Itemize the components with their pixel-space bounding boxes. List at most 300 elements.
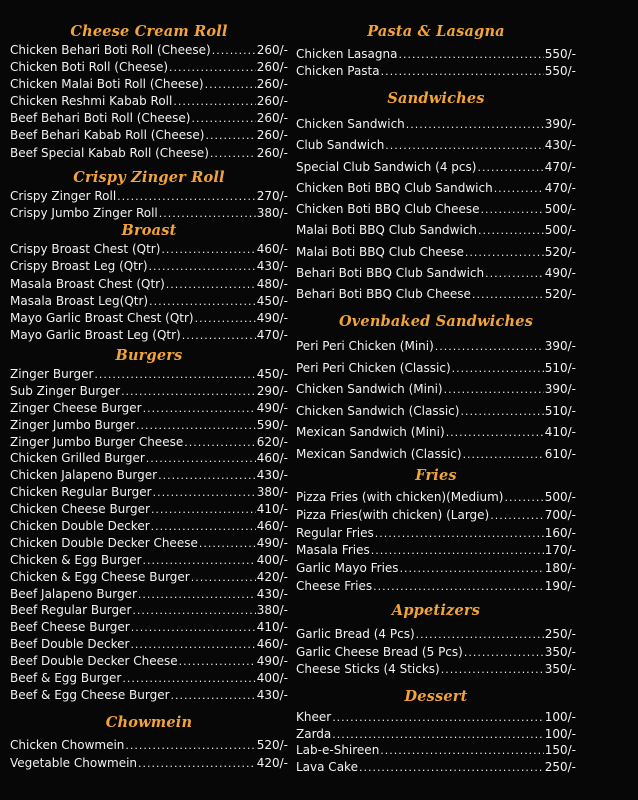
item-list (10, 42, 288, 162)
section-burgers (10, 346, 288, 704)
item-price: 260/- (256, 145, 288, 160)
item-name: Cheese Fries (296, 578, 373, 593)
dot-leader (477, 157, 543, 178)
dot-leader (441, 661, 544, 679)
dot-leader (136, 418, 256, 435)
item-name: Chicken Jalapeno Burger (10, 468, 158, 483)
section-title: Fries (415, 467, 457, 484)
menu-item (296, 422, 576, 444)
dot-leader (478, 220, 544, 241)
item-name: Zinger Jumbo Burger Cheese (10, 434, 184, 449)
item-price: 450/- (256, 293, 288, 308)
menu-item (10, 736, 288, 754)
dot-leader (158, 468, 256, 485)
dot-leader (121, 384, 256, 401)
item-price: 160/- (544, 525, 576, 540)
item-name: Malai Boti BBQ Club Sandwich (296, 223, 477, 238)
section-title: Pasta & Lasagna (367, 23, 505, 40)
item-name: Beef Double Decker Cheese (10, 654, 178, 669)
menu-item (296, 401, 576, 423)
item-price: 260/- (256, 128, 288, 143)
item-price: 260/- (256, 43, 288, 57)
item-price: 490/- (544, 266, 576, 281)
item-name: Chicken Regular Burger (10, 485, 152, 500)
menu-item (296, 157, 576, 178)
item-name: Zinger Cheese Burger (10, 400, 142, 415)
menu-item (10, 400, 288, 417)
dot-leader (151, 502, 256, 519)
item-list (10, 366, 288, 704)
dot-leader (122, 671, 255, 688)
item-list (296, 709, 576, 775)
item-name: Regular Fries (296, 525, 374, 540)
menu-item (296, 742, 576, 759)
section-crispy-zinger-roll (10, 168, 288, 221)
section-fries (296, 466, 576, 596)
item-name: Sub Zinger Burger (10, 383, 121, 398)
item-price: 350/- (544, 662, 576, 676)
item-price: 260/- (256, 77, 288, 92)
dot-leader (212, 42, 256, 59)
menu-item (296, 46, 576, 63)
item-price: 150/- (544, 743, 576, 757)
dot-leader (143, 553, 256, 570)
menu-item (296, 358, 576, 380)
item-name: Zinger Burger (10, 367, 94, 381)
dot-leader (199, 536, 256, 553)
item-name: Zarda (296, 726, 332, 741)
menu-item (296, 507, 576, 525)
menu-item (10, 59, 288, 76)
menu-item (10, 467, 288, 484)
menu-item (10, 366, 288, 383)
item-name: Behari Boti BBQ Club Sandwich (296, 266, 485, 281)
item-price: 550/- (544, 47, 576, 61)
item-name: Beef Jalapeno Burger (10, 586, 137, 601)
item-name: Mexican Sandwich (Mini) (296, 425, 445, 439)
menu-item (296, 644, 576, 662)
dot-leader (472, 284, 544, 305)
dot-leader (332, 710, 544, 727)
item-price: 270/- (256, 189, 288, 203)
item-price: 510/- (544, 403, 576, 418)
dot-leader (166, 276, 256, 293)
item-price: 380/- (256, 603, 288, 618)
menu-item (296, 284, 576, 305)
menu-item (10, 327, 288, 344)
dot-leader (444, 379, 544, 401)
item-name: Masala Fries (296, 543, 370, 558)
item-name: Chicken Grilled Burger (10, 451, 145, 466)
item-price: 410/- (544, 425, 576, 439)
item-price: 620/- (256, 434, 288, 449)
menu-item (10, 42, 288, 59)
item-name: Chicken & Egg Cheese Burger (10, 569, 190, 584)
menu-item (10, 127, 288, 144)
section-sandwiches (296, 89, 576, 306)
item-price: 410/- (256, 620, 288, 635)
item-name: Chicken Sandwich (296, 117, 405, 131)
dot-leader (132, 603, 255, 620)
dot-leader (481, 199, 544, 220)
item-price: 260/- (256, 94, 288, 109)
menu-item (10, 535, 288, 552)
section-title: Chowmein (105, 714, 193, 731)
section-pasta-lasagna (296, 22, 576, 80)
menu-item (10, 417, 288, 434)
menu-item (10, 687, 288, 704)
dot-leader (149, 293, 256, 310)
item-price: 430/- (256, 586, 288, 601)
section-title: Appetizers (391, 602, 481, 619)
item-price: 390/- (544, 339, 576, 353)
item-name: Chicken & Egg Burger (10, 552, 142, 567)
dot-leader (184, 435, 256, 452)
item-name: Kheer (296, 710, 332, 724)
item-price: 290/- (256, 383, 288, 398)
dot-leader (375, 525, 544, 543)
dot-leader (494, 178, 544, 199)
dot-leader (446, 422, 544, 444)
dot-leader (182, 327, 256, 344)
item-name: Chicken Sandwich (Classic) (296, 403, 460, 418)
item-price: 490/- (256, 654, 288, 669)
item-name: Chicken Sandwich (Mini) (296, 382, 443, 396)
item-name: Beef Behari Boti Roll (Cheese) (10, 111, 191, 126)
item-price: 610/- (544, 446, 576, 461)
item-price: 490/- (256, 400, 288, 415)
dot-leader (464, 644, 544, 662)
item-price: 520/- (544, 244, 576, 259)
item-name: Chicken Boti BBQ Club Cheese (296, 202, 480, 217)
item-price: 480/- (256, 276, 288, 291)
dot-leader (460, 401, 543, 423)
item-name: Masala Broast Chest (Qtr) (10, 276, 165, 291)
item-name: Chicken Cheese Burger (10, 502, 150, 517)
dot-leader (210, 145, 256, 162)
item-price: 500/- (544, 223, 576, 238)
dot-leader (400, 560, 544, 578)
item-price: 350/- (544, 644, 576, 659)
section-title: Cheese Cream Roll (70, 23, 228, 40)
menu-item (10, 258, 288, 275)
item-name: Mexican Sandwich (Classic) (296, 446, 462, 461)
menu-item (10, 552, 288, 569)
menu-item (296, 444, 576, 466)
menu-item (10, 145, 288, 162)
section-cheese-cream-roll (10, 22, 288, 162)
item-price: 100/- (544, 726, 576, 741)
item-price: 430/- (256, 687, 288, 702)
dot-leader (192, 110, 256, 127)
item-price: 460/- (256, 451, 288, 466)
item-price: 460/- (256, 242, 288, 256)
item-price: 390/- (544, 117, 576, 131)
item-name: Chicken Malai Boti Roll (Cheese) (10, 77, 204, 92)
item-price: 590/- (256, 417, 288, 432)
menu-item (10, 670, 288, 687)
dot-leader (191, 570, 256, 587)
menu-item (10, 293, 288, 310)
dot-leader (117, 189, 256, 206)
item-name: Beef & Egg Cheese Burger (10, 687, 170, 702)
dot-leader (371, 542, 544, 560)
section-title: Broast (121, 222, 177, 239)
item-name: Pizza Fries(with chicken) (Large) (296, 507, 490, 522)
menu-item (10, 636, 288, 653)
section-broast (10, 221, 288, 345)
item-price: 550/- (544, 64, 576, 78)
dot-leader (130, 637, 255, 654)
item-name: Vegetable Chowmein (10, 756, 138, 770)
menu-item (10, 619, 288, 636)
section-title: Sandwiches (387, 90, 485, 107)
item-price: 420/- (256, 756, 288, 770)
section-appetizers (296, 601, 576, 679)
menu-item (296, 560, 576, 578)
item-price: 250/- (544, 759, 576, 774)
dot-leader (380, 743, 543, 760)
item-price: 510/- (544, 360, 576, 375)
item-price: 430/- (256, 259, 288, 274)
item-price: 470/- (544, 159, 576, 174)
dot-leader (125, 737, 255, 755)
dot-leader (131, 620, 256, 637)
item-price: 500/- (544, 202, 576, 217)
item-name: Malai Boti BBQ Club Cheese (296, 244, 464, 259)
item-name: Special Club Sandwich (4 pcs) (296, 159, 477, 174)
item-price: 410/- (256, 502, 288, 517)
dot-leader (406, 114, 544, 135)
item-name: Beef & Egg Burger (10, 671, 122, 686)
menu-item (296, 135, 576, 156)
menu-item (296, 525, 576, 543)
item-price: 400/- (256, 552, 288, 567)
menu-item (10, 602, 288, 619)
item-price: 470/- (544, 180, 576, 195)
item-price: 260/- (256, 111, 288, 126)
item-price: 180/- (544, 561, 576, 576)
menu-item (10, 93, 288, 110)
item-list (10, 736, 288, 772)
item-name: Chicken Double Decker Cheese (10, 535, 198, 550)
menu-item (296, 263, 576, 284)
dot-leader (195, 310, 256, 327)
dot-leader (385, 135, 543, 156)
menu-item (10, 434, 288, 451)
item-price: 380/- (256, 205, 288, 220)
menu-item (10, 501, 288, 518)
dot-leader (149, 258, 256, 275)
menu-item (296, 759, 576, 776)
section-ovenbaked-sandwiches (296, 312, 576, 465)
item-price: 460/- (256, 519, 288, 534)
item-name: Chicken Chowmein (10, 738, 125, 752)
item-name: Peri Peri Chicken (Mini) (296, 339, 434, 353)
dot-leader (205, 76, 256, 93)
menu-item (10, 653, 288, 670)
dot-leader (171, 688, 256, 705)
item-price: 430/- (544, 138, 576, 153)
dot-leader (161, 241, 255, 258)
section-chowmein (10, 713, 288, 772)
dot-leader (94, 367, 255, 384)
menu-item (10, 484, 288, 501)
menu-item (10, 569, 288, 586)
item-price: 700/- (544, 507, 576, 522)
item-name: Chicken Double Decker (10, 519, 150, 534)
dot-leader (463, 444, 544, 466)
item-name: Garlic Cheese Bread (5 Pcs) (296, 644, 463, 659)
item-name: Peri Peri Chicken (Classic) (296, 360, 451, 375)
menu-item (10, 310, 288, 327)
item-name: Chicken Reshmi Kabab Roll (10, 94, 173, 109)
menu-item (296, 242, 576, 263)
item-name: Lab-e-Shireen (296, 743, 380, 757)
item-name: Crispy Jumbo Zinger Roll (10, 205, 158, 220)
menu-item (296, 336, 576, 358)
dot-leader (151, 519, 256, 536)
item-price: 250/- (544, 627, 576, 641)
item-name: Crispy Broast Chest (Qtr) (10, 242, 161, 256)
item-price: 400/- (256, 671, 288, 686)
dot-leader (146, 451, 256, 468)
item-name: Garlic Mayo Fries (296, 561, 399, 576)
menu-item (10, 586, 288, 603)
menu-item (296, 661, 576, 679)
dot-leader (179, 654, 256, 671)
dot-leader (159, 206, 256, 223)
dot-leader (143, 401, 256, 418)
dot-leader (485, 263, 544, 284)
item-name: Beef Regular Burger (10, 603, 132, 618)
menu-item (296, 578, 576, 596)
menu-item (10, 754, 288, 772)
item-name: Zinger Jumbo Burger (10, 417, 136, 432)
menu-item (296, 114, 576, 135)
dot-leader (504, 489, 543, 507)
dot-leader (332, 727, 543, 744)
section-title: Dessert (404, 688, 468, 705)
dot-leader (416, 626, 544, 644)
menu-item (296, 542, 576, 560)
dot-leader (359, 760, 544, 777)
item-list (10, 188, 288, 221)
item-name: Masala Broast Leg(Qtr) (10, 293, 149, 308)
menu-item (10, 383, 288, 400)
dot-leader (452, 358, 544, 380)
item-price: 460/- (256, 637, 288, 652)
menu-item (296, 709, 576, 726)
menu-item (296, 726, 576, 743)
dot-leader (173, 93, 255, 110)
item-price: 390/- (544, 382, 576, 396)
item-name: Crispy Broast Leg (Qtr) (10, 259, 148, 274)
item-list (296, 114, 576, 306)
menu-item (10, 76, 288, 93)
item-price: 500/- (544, 490, 576, 504)
item-price: 490/- (256, 535, 288, 550)
item-list (10, 241, 288, 345)
dot-leader (465, 242, 544, 263)
dot-leader (435, 336, 544, 358)
item-name: Chicken Behari Boti Roll (Cheese) (10, 43, 211, 57)
item-price: 170/- (544, 543, 576, 558)
item-price: 420/- (256, 569, 288, 584)
menu-item (296, 626, 576, 644)
item-name: Cheese Sticks (4 Sticks) (296, 662, 440, 676)
dot-leader (373, 578, 544, 596)
item-name: Beef Behari Kabab Roll (Cheese) (10, 128, 205, 143)
item-name: Garlic Bread (4 Pcs) (296, 627, 415, 641)
item-name: Beef Double Decker (10, 637, 130, 652)
item-name: Chicken Boti BBQ Club Sandwich (296, 180, 493, 195)
menu-item (296, 220, 576, 241)
item-name: Chicken Lasagna (296, 47, 398, 61)
section-dessert (296, 687, 576, 775)
item-name: Chicken Pasta (296, 64, 380, 78)
dot-leader (153, 485, 256, 502)
item-name: Chicken Boti Roll (Cheese) (10, 60, 169, 75)
dot-leader (138, 755, 256, 773)
item-list (296, 626, 576, 679)
menu-item (296, 379, 576, 401)
dot-leader (490, 507, 543, 525)
menu-item (10, 241, 288, 258)
item-name: Mayo Garlic Broast Chest (Qtr) (10, 311, 194, 326)
item-name: Club Sandwich (296, 138, 385, 153)
menu-item (296, 178, 576, 199)
menu-item (10, 205, 288, 222)
item-list (296, 46, 576, 80)
menu-item (296, 63, 576, 80)
menu-item (10, 518, 288, 535)
item-price: 430/- (256, 468, 288, 483)
section-title: Burgers (115, 347, 183, 364)
menu-item (10, 188, 288, 205)
item-price: 520/- (544, 287, 576, 302)
item-name: Lava Cake (296, 759, 358, 774)
item-list (296, 489, 576, 596)
item-price: 260/- (256, 60, 288, 75)
dot-leader (381, 63, 544, 80)
section-title: Crispy Zinger Roll (73, 169, 225, 186)
item-price: 490/- (256, 311, 288, 326)
section-title: Ovenbaked Sandwiches (338, 313, 534, 330)
item-price: 190/- (544, 578, 576, 593)
item-name: Crispy Zinger Roll (10, 189, 117, 203)
menu-item (10, 276, 288, 293)
item-name: Beef Cheese Burger (10, 620, 130, 635)
item-price: 380/- (256, 485, 288, 500)
item-list (296, 336, 576, 465)
item-price: 450/- (256, 367, 288, 381)
menu-item (296, 489, 576, 507)
item-name: Mayo Garlic Broast Leg (Qtr) (10, 328, 181, 343)
item-name: Behari Boti BBQ Club Cheese (296, 287, 471, 302)
item-name: Pizza Fries (with chicken)(Medium) (296, 490, 504, 504)
menu-item (296, 199, 576, 220)
menu-item (10, 110, 288, 127)
item-name: Beef Special Kabab Roll (Cheese) (10, 145, 209, 160)
menu-item (10, 450, 288, 467)
item-price: 520/- (256, 738, 288, 752)
dot-leader (398, 46, 543, 63)
dot-leader (138, 587, 256, 604)
dot-leader (169, 59, 256, 76)
dot-leader (205, 127, 255, 144)
item-price: 100/- (544, 710, 576, 724)
